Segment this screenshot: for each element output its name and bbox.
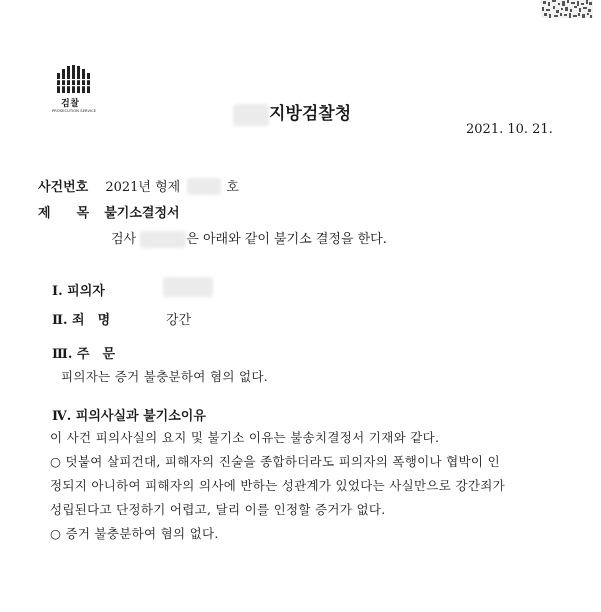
redacted-region-name	[233, 104, 269, 126]
section-4-title: Ⅳ. 피의사실과 불기소이유	[52, 409, 206, 424]
intro-prefix: 검사	[111, 232, 137, 247]
section-1-title: Ⅰ. 피의자	[52, 284, 105, 299]
section-2-title: Ⅱ. 죄 명	[52, 313, 111, 328]
office-name	[233, 99, 351, 126]
intro-suffix: 은 아래와 같이 불기소 결정을 한다.	[186, 232, 387, 247]
subject-label: 제 목	[38, 206, 90, 221]
reason-line-2: ○ 덧붙여 살피건대, 피해자의 진술을 종합하더라도 피의자의 폭행이나 협박이 인	[50, 454, 500, 469]
logo-korean-text: 검찰	[61, 99, 80, 109]
reason-line-4: 성립된다고 단정하기 어렵고, 달리 이를 인정할 증거가 없다.	[50, 502, 386, 517]
document-date: 2021. 10. 21.	[466, 122, 553, 137]
section-2	[52, 309, 110, 328]
case-number-suffix: 호	[226, 180, 239, 195]
reason-line-3: 정되지 아니하여 피해자의 의사에 반하는 성관계가 있었다는 사실만으로 강간죄가	[50, 478, 505, 493]
reason-line-1: 이 사건 피의사실의 요지 및 불기소 이유는 불송치결정서 기재와 같다.	[50, 430, 440, 445]
intro-line	[111, 228, 387, 248]
reason-line-5: ○ 증거 불충분하여 혐의 없다.	[50, 526, 219, 541]
case-number-row	[38, 176, 239, 195]
subject-row	[38, 202, 180, 221]
section-3	[52, 343, 115, 362]
section-4	[52, 405, 206, 424]
case-number-year: 2021년 형제	[105, 180, 181, 195]
logo-english-text: PROSECUTION SERVICE	[52, 109, 97, 113]
office-name-suffix: 지방검찰청	[269, 104, 352, 124]
redacted-case-number	[187, 178, 221, 195]
disposition-text: 피의자는 증거 불충분하여 혐의 없다.	[61, 369, 268, 384]
redacted-suspect-name	[163, 277, 213, 297]
prosecution-service-logo	[52, 65, 96, 117]
logo-emblem-icon	[56, 65, 90, 93]
subject-value: 불기소결정서	[104, 206, 180, 221]
section-3-title: Ⅲ. 주 문	[52, 347, 115, 362]
qr-code-image	[541, 0, 593, 18]
case-number-label: 사건번호	[38, 180, 89, 195]
section-1	[52, 280, 105, 299]
charge-value: 강간	[166, 313, 192, 328]
redacted-prosecutor-name	[140, 231, 186, 248]
